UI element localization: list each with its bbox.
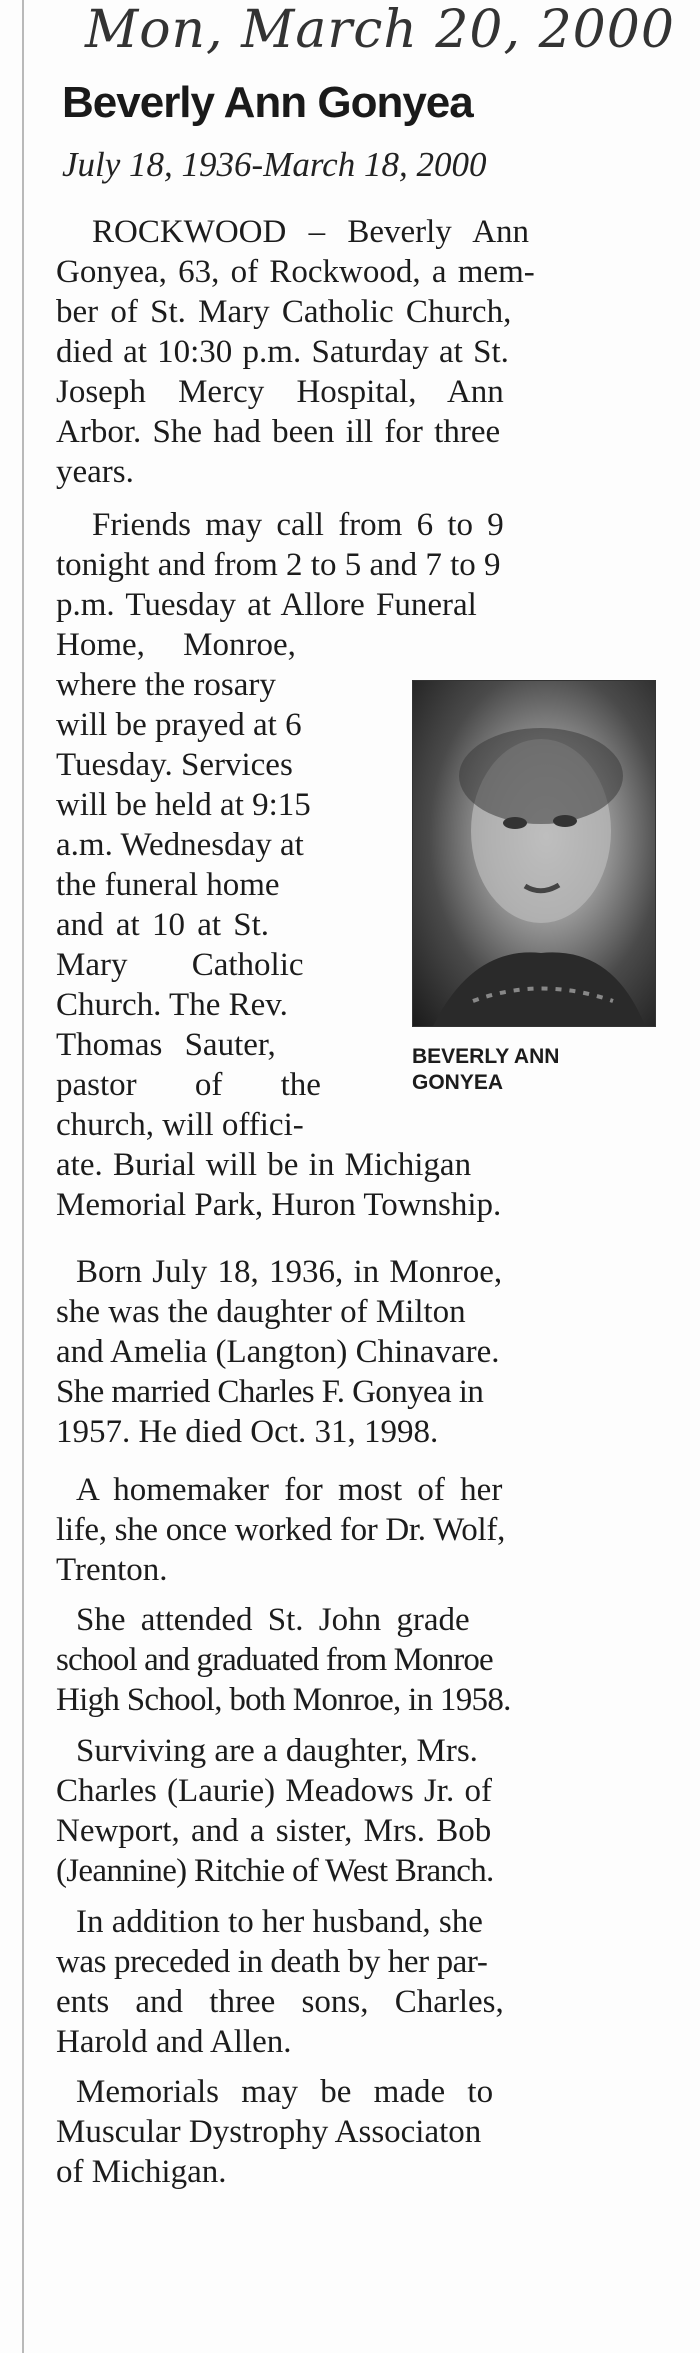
portrait-photo (412, 680, 656, 1027)
text-line: Gonyea, 63, of Rockwood, a mem- (56, 254, 535, 290)
text-line: pastor of the (56, 1067, 321, 1103)
text-line: Mary Catholic (56, 947, 304, 983)
text-line: Friends may call from 6 to 9 (92, 507, 504, 543)
text-line: of Michigan. (56, 2154, 227, 2190)
text-line: Born July 18, 1936, in Monroe, (76, 1254, 503, 1290)
text-line: ate. Burial will be in Michigan (56, 1147, 472, 1183)
text-line: She attended St. John grade (76, 1602, 470, 1638)
text-line: Tuesday. Services (56, 747, 293, 783)
text-line: 1957. He died Oct. 31, 1998. (56, 1414, 439, 1450)
text-line: Joseph Mercy Hospital, Ann (56, 374, 504, 410)
text-line: Home, Monroe, (56, 627, 296, 663)
paragraph-death-notice (56, 212, 535, 492)
text-line: (Jeannine) Ritchie of West Branch. (56, 1853, 494, 1889)
text-line: Church. The Rev. (56, 987, 288, 1023)
text-line: life, she once worked for Dr. Wolf, (56, 1512, 506, 1548)
text-line: a.m. Wednesday at (56, 827, 304, 863)
text-line: Trenton. (56, 1552, 168, 1588)
photo-caption (412, 1044, 559, 1096)
paragraph-memorials (56, 2072, 493, 2192)
text-line: In addition to her husband, she (76, 1904, 483, 1940)
paragraph-predeceased (56, 1902, 504, 2062)
text-line: Newport, and a sister, Mrs. Bob (56, 1813, 492, 1849)
obituary-dates: July 18, 1936-March 18, 2000 (62, 145, 487, 184)
text-line: where the rosary (56, 667, 276, 703)
text-line: Harold and Allen. (56, 2024, 292, 2060)
text-line: Muscular Dystrophy Associaton (56, 2114, 482, 2150)
text-line: Arbor. She had been ill for three (56, 414, 501, 450)
text-line: tonight and from 2 to 5 and 7 to 9 (56, 547, 501, 583)
text-line: ents and three sons, Charles, (56, 1984, 504, 2020)
text-line: and Amelia (Langton) Chinavare. (56, 1334, 500, 1370)
text-line: Thomas Sauter, (56, 1027, 276, 1063)
text-line: High School, both Monroe, in 1958. (56, 1682, 511, 1718)
text-line: and at 10 at St. (56, 907, 270, 943)
text-line: died at 10:30 p.m. Saturday at St. (56, 334, 509, 370)
text-line: Memorial Park, Huron Township. (56, 1187, 502, 1223)
caption-line: GONYEA (412, 1071, 504, 1094)
text-line: She married Charles F. Gonyea in (56, 1374, 484, 1410)
text-line: was preceded in death by her par- (56, 1944, 488, 1980)
text-line: church, will offici- (56, 1107, 304, 1143)
text-line: Surviving are a daughter, Mrs. (76, 1733, 478, 1769)
text-line: ber of St. Mary Catholic Church, (56, 294, 512, 330)
column-rule (22, 0, 24, 2353)
text-line: ROCKWOOD – Beverly Ann (92, 214, 530, 250)
paragraph-birth (56, 1252, 502, 1452)
paragraph-education (56, 1600, 511, 1720)
text-line: A homemaker for most of her (76, 1472, 503, 1508)
caption-line: BEVERLY ANN (412, 1045, 560, 1068)
text-line: she was the daughter of Milton (56, 1294, 466, 1330)
obituary-title: Beverly Ann Gonyea (62, 78, 473, 127)
portrait-figure (413, 681, 655, 1026)
text-line: school and graduated from Monroe (56, 1642, 493, 1678)
text-line: p.m. Tuesday at Allore Funeral (56, 587, 477, 623)
text-line: years. (56, 454, 134, 490)
text-line: the funeral home (56, 867, 280, 903)
paragraph-career (56, 1470, 505, 1590)
paragraph-survivors (56, 1731, 494, 1891)
text-line: will be held at 9:15 (56, 787, 311, 823)
text-line: Charles (Laurie) Meadows Jr. of (56, 1773, 492, 1809)
text-line: Memorials may be made to (76, 2074, 494, 2110)
handwritten-date: Mon, March 20, 2000 (85, 0, 675, 60)
text-line: will be prayed at 6 (56, 707, 302, 743)
